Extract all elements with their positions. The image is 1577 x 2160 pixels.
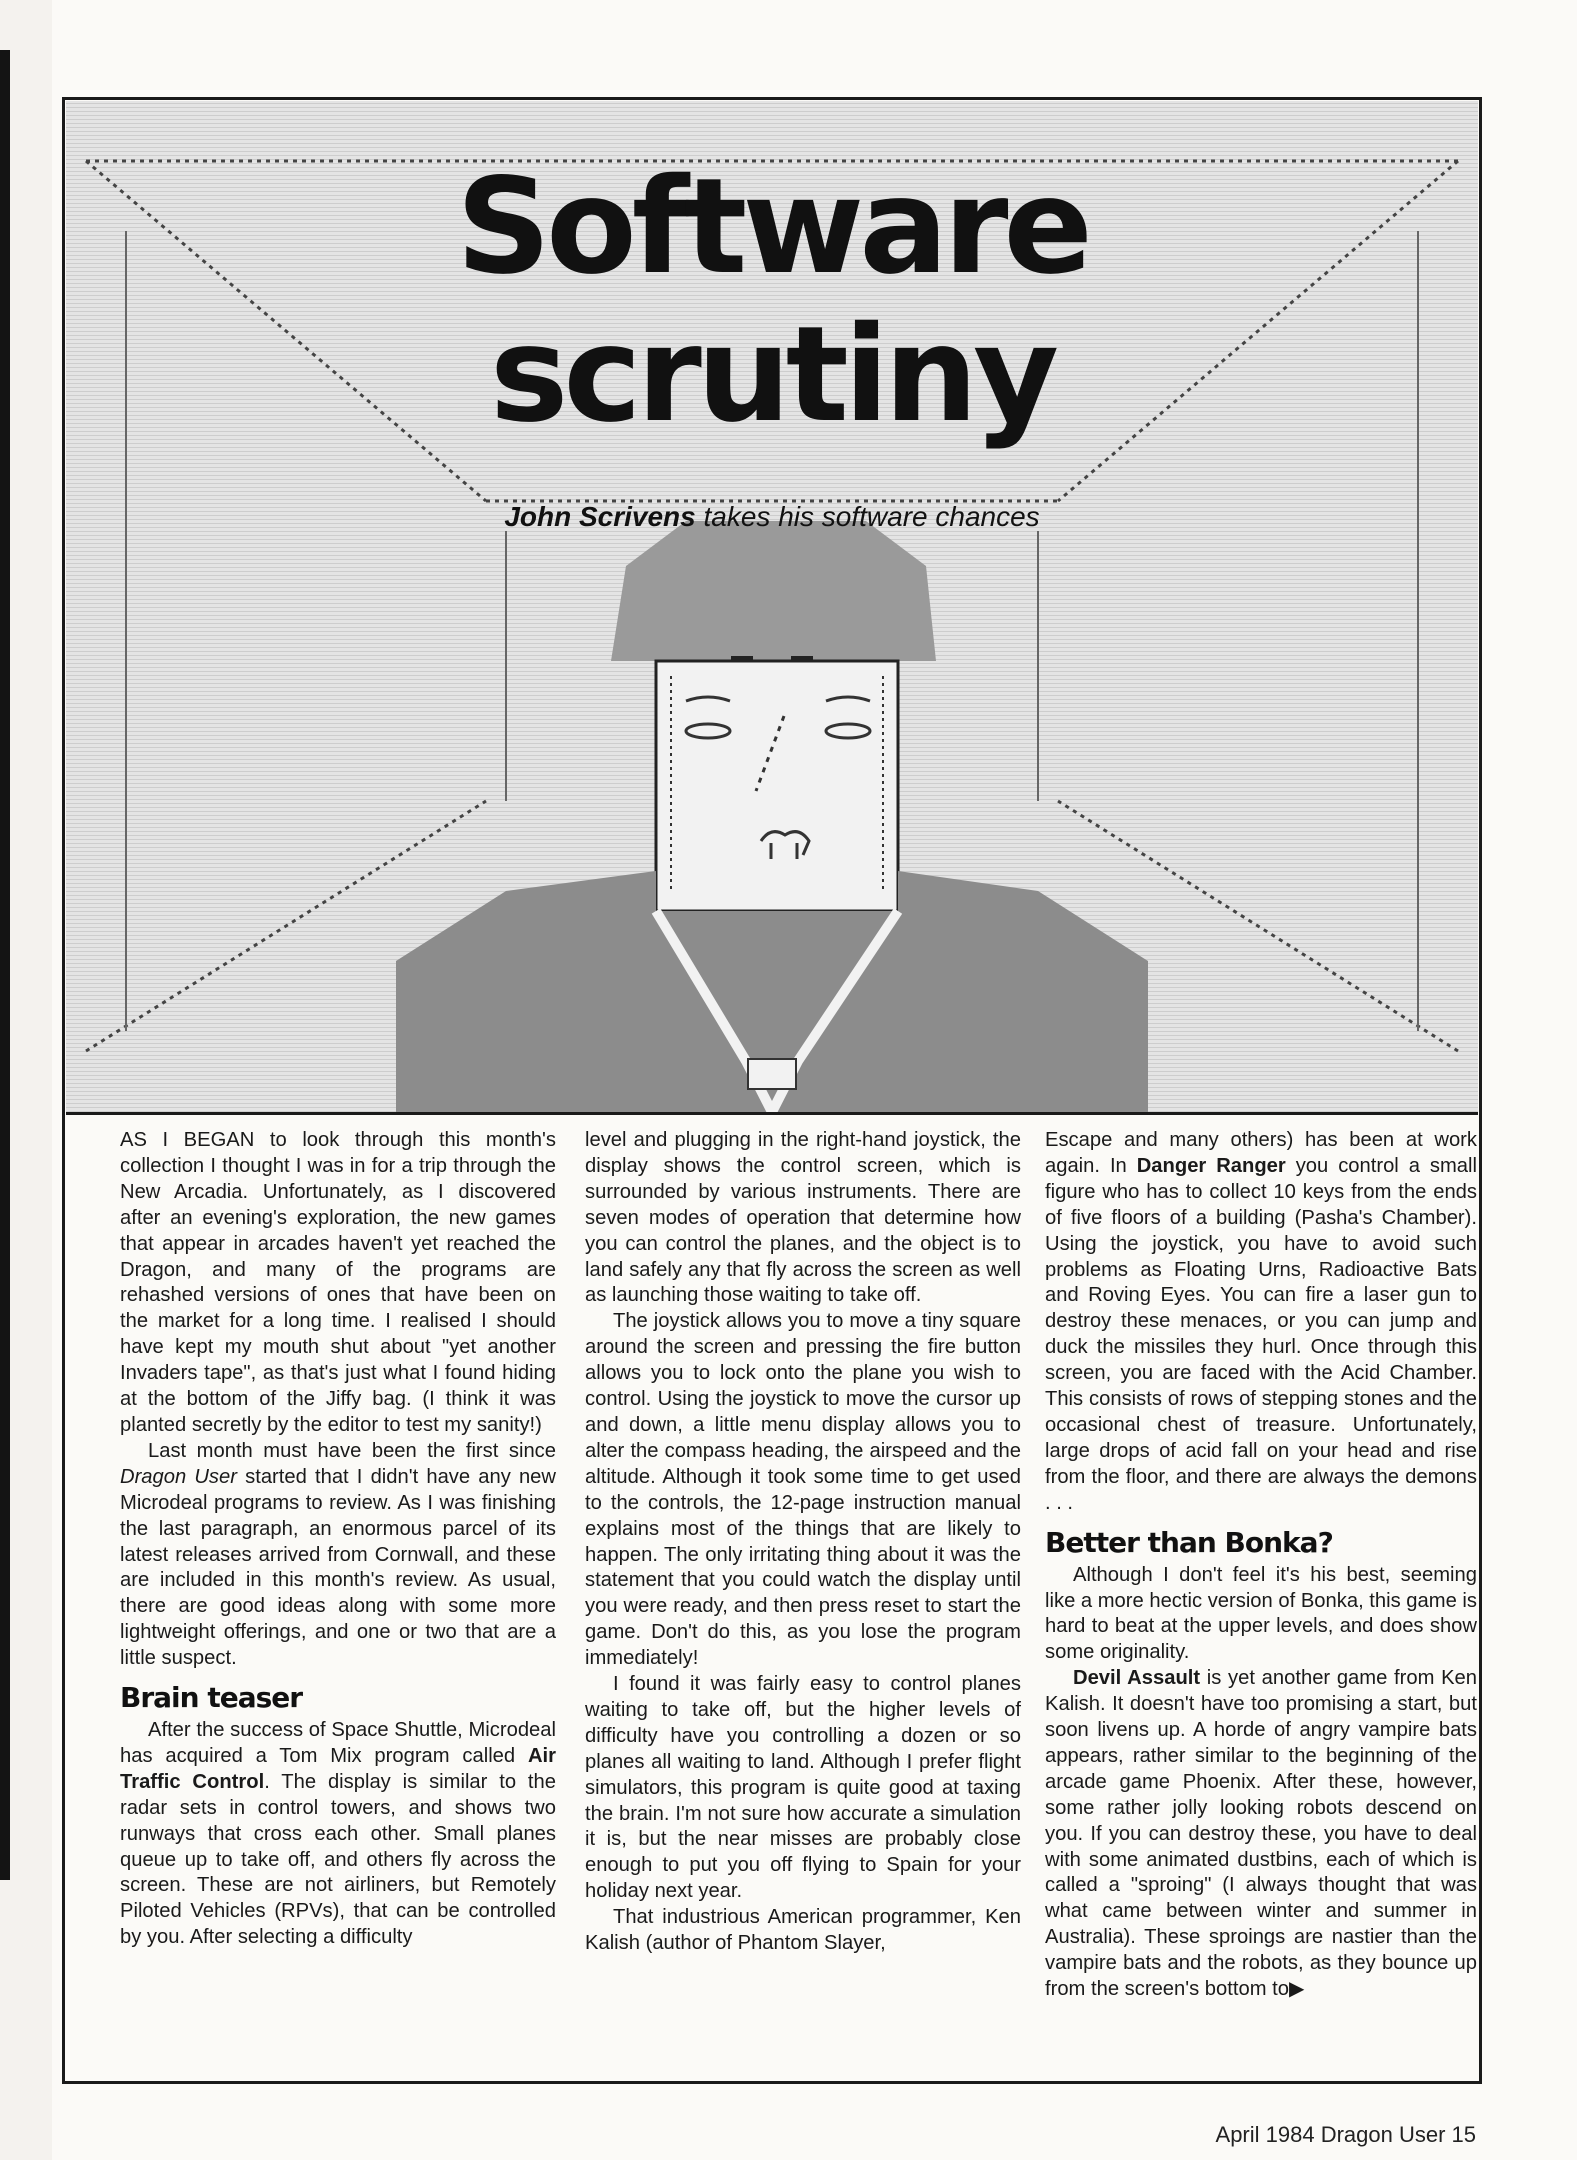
text-span: After the success of Space Shuttle, Microdeal has acquired a Tom Mix program called — [120, 1719, 556, 1767]
bow-tie — [748, 1059, 796, 1089]
paragraph-air-traffic — [120, 1718, 556, 1951]
binding-edge — [0, 50, 10, 1880]
heading-better-than-bonka: Better than Bonka? — [1045, 1525, 1333, 1559]
paragraph-intro: AS I BEGAN to look through this month's collection I thought I was in for a trip through the New Arcadia. Unfortunately, as I discovered after an evening's exploration, the new games that appear in arcades haven't yet reached the Dragon, and many of the programs are rehashed versions of ones that have been on the market for a long time. I realised I should have kept my mouth shut about "yet another Invaders tape", as that's just what I found hiding at the bottom of the Jiffy bag. (I think it was planted secretly by the editor to test my sanity!) — [120, 1129, 556, 1436]
paragraph-ken-kalish: That industrious American programmer, Ken Kalish (author of Phantom Slayer, — [585, 1906, 1021, 1955]
text-span: you control a small figure who has to collect 10 keys from the ends of five floors of a building (Pasha's Chamber). Using the joystick, you have to avoid such problems as Floating Urns, Radioactive Bats and Roving Eyes. You can fire a laser gun to destroy these menaces, or you can jump and duck the missiles they hurl. Once through this screen, you are faced with the Acid Chamber. This consists of rows of stepping stones and the occasional chest of treasure. Unfortunately, large drops of acid fall on your head and rise from the floor, and there are always the demons . . . — [1045, 1154, 1477, 1514]
paragraph-joystick: The joystick allows you to move a tiny square around the screen and pressing the fire button allows you to lock onto the plane you wish to control. Using the joystick to move the cursor up and down, a little menu display allows you to alter the compass heading, the airspeed and the altitude. Although it took some time to get used to the controls, the 12-page instruction manual explains most of the things that are likely to happen. The only irritating thing about it was the statement that you could watch the display until you were ready, and then press reset to start the game. Don't do this, as you lose the program immediately! — [585, 1310, 1021, 1670]
paragraph-controls: level and plugging in the right-hand joystick, the display shows the control screen, which is surrounded by various instruments. There are seven modes of operation that determine how you can control the planes, and the object is to land safely any that fly across the screen as well as launching those waiting to take off. — [585, 1129, 1021, 1307]
hair-shape — [611, 521, 936, 661]
paragraph-bonka: Although I don't feel it's his best, seeming like a more hectic version of Bonka, this game is hard to beat at the upper levels, and does show some originality. — [1045, 1563, 1477, 1664]
text-span: . The display is similar to the radar sets in control towers, and shows two runways that cross each other. Small planes queue up to take off, and others fly across the screen. These are not airliners, but Remotely Piloted Vehicles (RPVs), that can be controlled by you. After selecting a difficulty — [120, 1770, 556, 1949]
page-footer: April 1984 Dragon User 15 — [1215, 2122, 1476, 2147]
continue-arrow-icon: ▶ — [1288, 1978, 1305, 2001]
header-illustration — [66, 101, 1478, 1115]
title-line-1: Software — [456, 150, 1088, 304]
game-title-devil-assault: Devil Assault — [1073, 1667, 1201, 1690]
byline-text: takes his software chances — [695, 501, 1040, 532]
title-line-2: scrutiny — [489, 298, 1055, 452]
article-column-3 — [1045, 1128, 1477, 2003]
text-span: is yet another game from Ken Kalish. It doesn't have too promising a start, but soon livens up. A horde of angry vampire bats appears, rather similar to the beginning of the arcade game Phoenix. After these, however, some rather jolly looking robots descend on you. If you can destroy these, you have to deal with some animated dustbins, each of which is called a "sproing" (I always thought that was what came between winter and summer in Australia). These sproings are nastier than the vampire bats and the robots, as they bounce up from the screen's bottom to — [1045, 1667, 1477, 2001]
game-title-air-traffic-control: Air Traffic Control — [120, 1744, 556, 1793]
paragraph-devil-assault — [1045, 1666, 1477, 2003]
text-span: started that I didn't have any new Microdeal programs to review. As I was finishing the last paragraph, an enormous parcel of its latest releases arrived from Cornwall, and these are included in this month's review. As usual, there are good ideas along with some more lightweight offerings, and one or two that are a little suspect. — [120, 1465, 556, 1670]
paragraph-danger-ranger — [1045, 1128, 1477, 1517]
text-span: Escape and many others) has been at work again. In — [1045, 1129, 1477, 1177]
paragraph-microdeal — [120, 1439, 556, 1672]
article-column-2 — [585, 1128, 1021, 1957]
byline — [66, 501, 1478, 533]
byline-author: John Scrivens — [504, 501, 696, 532]
paragraph-difficulty: I found it was fairly easy to control planes waiting to take off, but the higher levels of difficulty have you controlling a dozen or so planes all waiting to land. Although I prefer flight simulators, this program is quite good at taxing the brain. I'm not sure how accurate a simulation it is, but the near misses are probably close enough to put you off flying to Spain for your holiday next year. — [585, 1673, 1021, 1903]
article-column-1 — [120, 1128, 556, 1951]
magazine-name: Dragon User — [120, 1465, 237, 1488]
heading-brain-teaser: Brain teaser — [120, 1681, 303, 1715]
text-span: Last month must have been the first since — [148, 1439, 556, 1462]
game-title-danger-ranger: Danger Ranger — [1136, 1154, 1286, 1177]
